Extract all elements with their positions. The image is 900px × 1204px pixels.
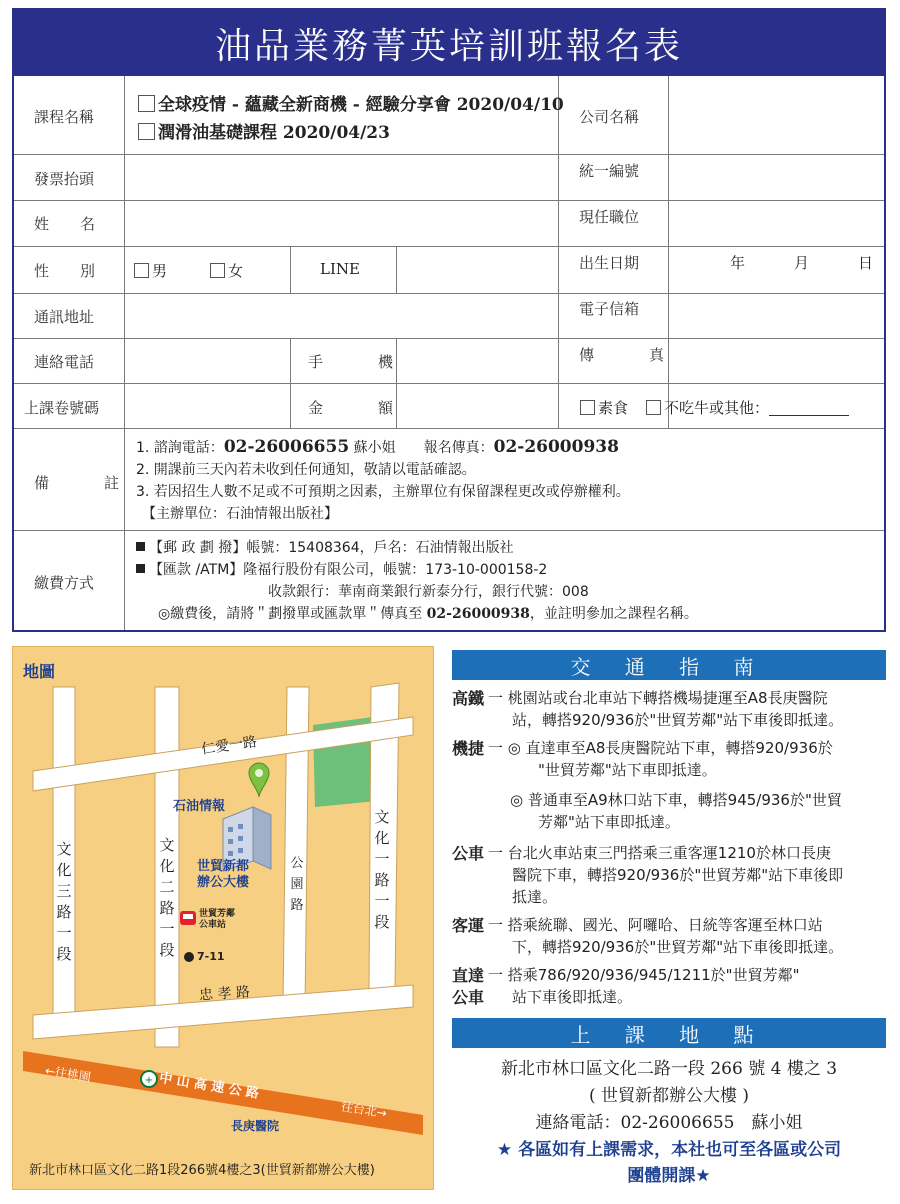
label-invoice-title: 發票抬頭 [34,170,95,188]
traffic-guide-header: 交 通 指 南 [452,650,886,680]
checkbox[interactable] [580,400,595,415]
diet-other-field[interactable] [769,401,849,416]
label-to-taoyuan: ←往桃園 [44,1063,92,1085]
traffic-coach: 客運 一 搭乘統聯、國光、阿囉哈、日統等客運至林口站 下，轉搭920/936於"世貿芳鄰"站下車後即抵達。 [452,916,844,956]
checkbox[interactable] [138,95,155,112]
label-bus-stop: 世貿芳鄰公車站 [199,909,236,930]
row-divider [14,383,884,384]
bullet-square [136,542,145,551]
hospital-marker-icon [141,1071,157,1087]
location-building: ( 世貿新都辦公大樓 ) [588,1086,750,1106]
label-payment: 繳費方式 [34,574,95,592]
group-class-note: ★ 各區如有上課需求，本社也可至各區或公司 [496,1140,842,1160]
location-header: 上 課 地 點 [452,1018,886,1048]
row-divider [14,530,884,531]
location-address: 新北市林口區文化二路一段 266 號 4 樓之 3 [500,1059,838,1079]
form-title: 油品業務菁英培訓班報名表 [14,10,884,76]
label-remarks: 備 註 [34,474,140,492]
group-class-note-2: 團體開課★ [627,1166,711,1186]
payment-text: 【郵 政 劃 撥】帳號：15408364，戶名：石油情報出版社 【匯款 /ATM】隆福行股份有限公司，帳號：173-10-000158-2 收款銀行：華南商業銀行新泰分行，銀行代號：008 ◎繳費後，請將＂劃撥單或匯款單＂傳真至 02-26000938，並註明參加之課程名稱。 [136,537,698,625]
checkbox[interactable] [138,123,155,140]
label-phone: 連絡電話 [34,353,95,371]
svg-text:+: + [144,1075,154,1086]
location-map [12,646,434,1190]
label-birthday: 出生日期 [579,254,640,272]
row-divider [14,338,884,339]
traffic-hsr: 高鐵 一 桃園站或台北車站下轉搭機場捷運至A8長庚醫院 站，轉搭920/936於"世貿芳鄰"站下車後即抵達。 [452,689,844,729]
col-divider [668,76,669,428]
checkbox[interactable] [134,263,149,278]
row-divider [14,154,884,155]
label-freeway: 中 山 高 速 公 路 [158,1071,260,1102]
label-company: 公司名稱 [579,108,640,126]
bullet-square [136,564,145,573]
location-phone: 連絡電話：02-26006655 蘇小姐 [535,1113,803,1133]
map-pin-icon [249,763,269,797]
gender-female[interactable]: 女 [210,260,243,281]
course-option-2[interactable]: 潤滑油基礎課程 2020/04/23 [138,118,390,143]
traffic-direct-bus: 直達 公車 一 搭乘786/920/936/945/1211於"世貿芳鄰" 站下車後即抵達。 [452,966,800,1007]
label-building: 世貿新都辦公大樓 [197,859,250,890]
label-line: LINE [320,260,360,278]
col-divider [124,76,125,630]
birthday-month: 月 [794,254,810,272]
label-oil-info: 石油情報 [173,799,226,814]
label-to-taipei: 往台北→ [340,1099,388,1121]
label-zhongxiao-road: 忠 孝 路 [198,984,251,1004]
row-divider [14,293,884,294]
label-hospital: 長庚醫院 [231,1119,280,1133]
remarks-text: 1. 諮詢電話：02-26006655 蘇小姐 報名傳真：02-26000938 2. 開課前三天內若未收到任何通知，敬請以電話確認。 3. 若因招生人數不足或不可預期之因素，主辦單位有保留課程更改或停辦權利。 【主辦單位：石油情報出版社】 [136,437,630,522]
course-option-1[interactable]: 全球疫情 - 蘊藏全新商機 - 經驗分享會 2020/04/10 [138,90,564,115]
map-title: 地圖 [23,662,56,681]
bus-stop-icon [180,911,196,925]
gender-male[interactable]: 男 [134,260,167,281]
map-address: 新北市林口區文化二路1段266號4樓之3(世貿新都辦公大樓) [29,1163,375,1178]
checkbox[interactable] [210,263,225,278]
col-divider [290,338,291,428]
seven-eleven-marker [184,952,194,962]
registration-form [12,8,886,632]
label-wenhua3-road: 文化三路一段 [56,840,72,963]
diet-vegetarian[interactable]: 素食 [580,397,628,418]
row-divider [14,428,884,429]
label-mobile: 手 機 [308,353,414,371]
diet-other[interactable]: 不吃牛或其他： [646,397,849,418]
col-divider [396,246,397,293]
label-renai-road: 仁愛一路 [200,734,258,758]
col-divider [558,76,559,428]
traffic-airport-mrt: 機捷 一 ◎ 直達車至A8長庚醫院站下車，轉搭920/936於 "世貿芳鄰"站下車即抵達。 ◎ 普通車至A9林口站下車，轉搭945/936於"世貿 芳鄰"站下車即抵達。 [452,739,842,831]
label-amount: 金 額 [308,399,414,417]
col-divider [290,246,291,293]
label-position: 現任職位 [579,208,640,226]
label-wenhua1-road: 文化一路一段 [374,808,390,931]
label-gongyuan-road: 公園路 [290,856,304,913]
row-divider [14,246,884,247]
label-course: 課程名稱 [34,108,95,126]
checkbox[interactable] [646,400,661,415]
label-fax: 傳 真 [579,346,685,364]
label-address: 通訊地址 [34,308,95,326]
label-name: 姓 名 [34,215,104,233]
row-divider [14,200,884,201]
label-email: 電子信箱 [579,300,640,318]
label-wenhua2-road: 文化二路一段 [159,836,175,959]
birthday-year: 年 [730,254,746,272]
label-seven-eleven: 7-11 [197,950,225,963]
traffic-bus: 公車 一 台北火車站東三門搭乘三重客運1210於林口長庚 醫院下車，轉搭920/936於"世貿芳鄰"站下車後即 抵達。 [452,844,844,906]
label-tax-id: 統一編號 [579,162,640,180]
label-voucher: 上課卷號碼 [24,399,100,417]
birthday-day: 日 [858,254,874,272]
label-gender: 性 別 [34,262,104,280]
